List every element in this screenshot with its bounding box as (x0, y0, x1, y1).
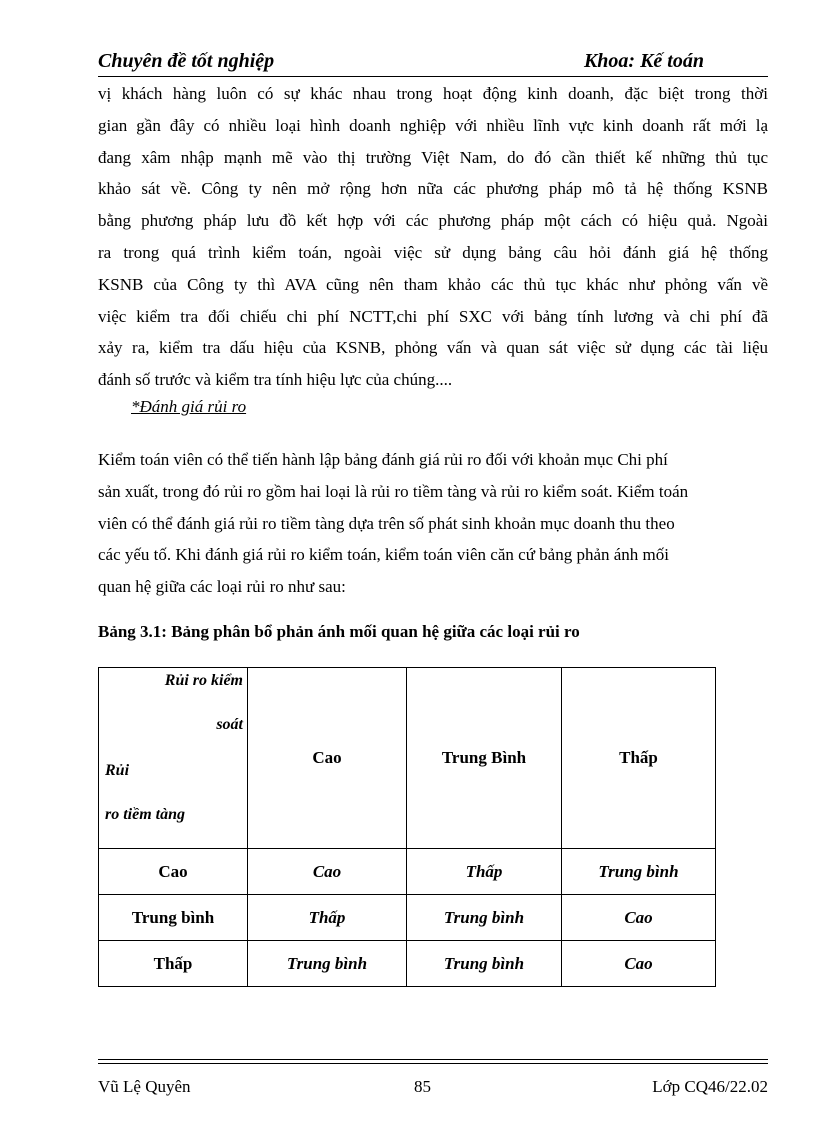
table-cell: Trung bình (562, 849, 716, 895)
paragraph-line: đang xâm nhập mạnh mẽ vào thị trường Việt Nam, do đó cần thiết kế những thủ tục (98, 147, 768, 167)
body-paragraph-2 (98, 444, 748, 603)
paragraph-line: sản xuất, trong đó rủi ro gồm hai loại là rủi ro tiềm tàng và rủi ro kiểm soát. Kiểm toán (98, 481, 689, 501)
paragraph-line: viên có thể đánh giá rủi ro tiềm tàng dựa trên số phát sinh khoản mục doanh thu theo (98, 513, 675, 533)
table-cell: Trung bình (407, 941, 562, 987)
table-cell: Cao (562, 895, 716, 941)
paragraph-line: gian gần đây có nhiều loại hình doanh nghiệp với nhiều lĩnh vực kinh doanh rất mới lạ (98, 115, 768, 135)
paragraph-line: Kiểm toán viên có thể tiến hành lập bảng đánh giá rủi ro đối với khoản mục Chi phí (98, 450, 668, 469)
paragraph-line: vị khách hàng luôn có sự khác nhau trong hoạt động kinh doanh, đặc biệt trong thời (98, 84, 768, 103)
table-cell: Cao (248, 849, 407, 895)
table-cell: Trung bình (407, 895, 562, 941)
table-corner-cell (99, 668, 248, 849)
body-paragraph-1 (98, 78, 768, 396)
paragraph-line: ra trong quá trình kiểm toán, ngoài việc sử dụng bảng câu hỏi đánh giá hệ thống (98, 242, 768, 262)
table-row (99, 849, 716, 895)
paragraph-line: các yếu tố. Khi đánh giá rủi ro kiểm toán, kiểm toán viên căn cứ bảng phản ánh mối (98, 545, 669, 565)
table-cell: Thấp (407, 849, 562, 895)
paragraph-line: quan hệ giữa các loại rủi ro như sau: (98, 577, 346, 597)
row-header: Cao (99, 849, 248, 895)
footer-author: Vũ Lệ Quyên (98, 1077, 191, 1096)
table-cell: Thấp (248, 895, 407, 941)
table-caption: Bảng 3.1: Bảng phân bổ phản ánh mối quan hệ giữa các loại rủi ro (98, 622, 580, 641)
column-header: Trung Bình (407, 668, 562, 849)
corner-label-inherent-risk: Rủi (105, 762, 130, 779)
paragraph-line: xảy ra, kiểm tra dấu hiệu của KSNB, phỏng vấn và quan sát việc sử dụng các tài liệu (98, 338, 768, 358)
footer-page-number: 85 (414, 1077, 431, 1096)
column-header: Cao (248, 668, 407, 849)
footer-class: Lớp CQ46/22.02 (652, 1077, 768, 1096)
table-cell: Trung bình (248, 941, 407, 987)
paragraph-line: bằng phương pháp lưu đồ kết hợp với các phương pháp một cách có hiệu quả. Ngoài (98, 211, 768, 231)
footer-rule-top (98, 1059, 768, 1060)
paragraph-line: đánh số trước và kiểm tra tính hiệu lực của chúng.... (98, 370, 453, 390)
row-header: Trung bình (99, 895, 248, 941)
table-row (99, 941, 716, 987)
corner-label-control-risk-cont: soát (216, 716, 243, 733)
table-row (99, 895, 716, 941)
paragraph-line: việc kiểm tra đối chiếu chi phí NCTT,chi phí SXC với bảng tính lương và chi phí đã (98, 306, 768, 326)
section-subheading: *Đánh giá rủi ro (131, 397, 247, 416)
paragraph-line: KSNB của Công ty thì AVA cũng nên tham khảo các thủ tục khác như phỏng vấn về (98, 274, 768, 294)
page-header (98, 50, 768, 77)
table-header-row (99, 668, 716, 849)
header-title: Chuyên đề tốt nghiệp (98, 50, 275, 72)
column-header: Thấp (562, 668, 716, 849)
risk-matrix-table (98, 667, 716, 987)
corner-label-control-risk: Rủi ro kiểm (164, 672, 243, 689)
row-header: Thấp (99, 941, 248, 987)
footer-rule-bottom (98, 1063, 768, 1064)
header-department: Khoa: Kế toán (583, 50, 704, 72)
corner-label-inherent-risk-cont: ro tiềm tàng (105, 806, 186, 823)
paragraph-line: khảo sát về. Công ty nên mở rộng hơn nữa các phương pháp mô tả hệ thống KSNB (98, 179, 768, 199)
table-cell: Cao (562, 941, 716, 987)
